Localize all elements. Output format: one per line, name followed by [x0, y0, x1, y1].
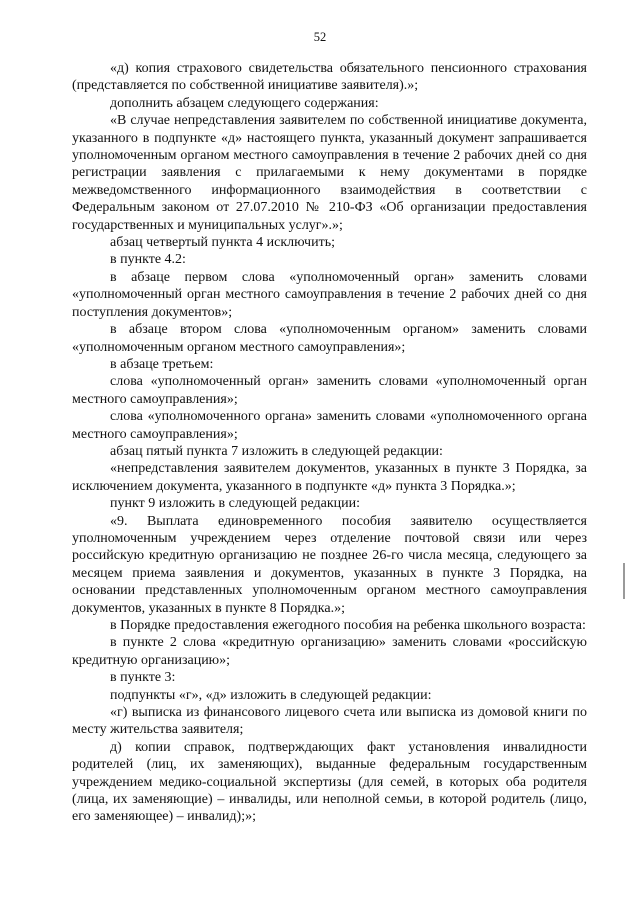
- paragraph: в Порядке предоставления ежегодного пособия на ребенка школьного возраста:: [110, 618, 586, 633]
- paragraph: слова «уполномоченного органа» заменить словами «уполномоченного органа местного самоуправления»;: [72, 409, 587, 442]
- paragraph: в пункте 4.2:: [110, 252, 186, 268]
- paragraph: в пункте 3:: [110, 670, 176, 686]
- scan-margin-mark: [623, 563, 625, 599]
- paragraph: в пункте 2 слова «кредитную организацию» заменить словами «российскую кредитную организацию»;: [72, 635, 587, 668]
- paragraph: «9. Выплата единовременного пособия заявителю осуществляется уполномоченным учреждением через отделение почтовой связи или через российскую кредитную организацию не позднее 26-го числа месяца, следующего за месяцем приема заявления и документов, указанных в пункте 3 Порядка, на основании представленных уполномоченным органом местного самоуправления документов, указанных в пункте 8 Порядка.»;: [72, 513, 587, 616]
- paragraph: в абзаце первом слова «уполномоченный орган» заменить словами «уполномоченный орган местного самоуправления в течение 2 рабочих дней со дня поступления документов»;: [72, 269, 587, 320]
- paragraph: в абзаце втором слова «уполномоченным органом» заменить словами «уполномоченным органом местного самоуправления»;: [72, 322, 587, 355]
- paragraph: «д) копия страхового свидетельства обязательного пенсионного страхования (представляется по собственной инициативе заявителя).»;: [72, 61, 587, 94]
- document-body: [72, 60, 587, 826]
- paragraph: «В случае непредставления заявителем по собственной инициативе документа, указанного в подпункте «д» настоящего пункта, указанный документ запрашивается уполномоченным органом местного самоуправления в течение 2 рабочих дней со дня регистрации заявления с прилагаемыми к нему документами в порядке межведомственного информационного взаимодействия в соответствии с Федеральным законом от 27.07.2010 № 210-ФЗ «Об организации предоставления государственных и муниципальных услуг».»;: [72, 113, 587, 233]
- paragraph: слова «уполномоченный орган» заменить словами «уполномоченный орган местного самоуправления»;: [72, 374, 587, 407]
- paragraph: подпункты «г», «д» изложить в следующей редакции:: [110, 687, 432, 703]
- paragraph: абзац пятый пункта 7 изложить в следующей редакции:: [110, 443, 443, 459]
- page-number: 52: [313, 30, 327, 44]
- paragraph: в абзаце третьем:: [110, 356, 214, 372]
- paragraph: «г) выписка из финансового лицевого счета или выписка из домовой книги по месту жительства заявителя;: [72, 705, 587, 738]
- paragraph: пункт 9 изложить в следующей редакции:: [110, 496, 360, 512]
- paragraph: абзац четвертый пункта 4 исключить;: [110, 235, 335, 251]
- paragraph: «непредставления заявителем документов, указанных в пункте 3 Порядка, за исключением документа, указанного в подпункте «д» пункта 3 Порядка.»;: [72, 461, 587, 494]
- paragraph: дополнить абзацем следующего содержания:: [110, 95, 379, 111]
- paragraph: д) копии справок, подтверждающих факт установления инвалидности родителей (лиц, их заменяющих), выданные федеральным государственным учреждением медико-социальной экспертизы (для семей, в которых оба родителя (лица, их заменяющие) – инвалиды, или неполной семьи, в которой родитель (лицо, его заменяющее) – инвалид);»;: [72, 739, 587, 825]
